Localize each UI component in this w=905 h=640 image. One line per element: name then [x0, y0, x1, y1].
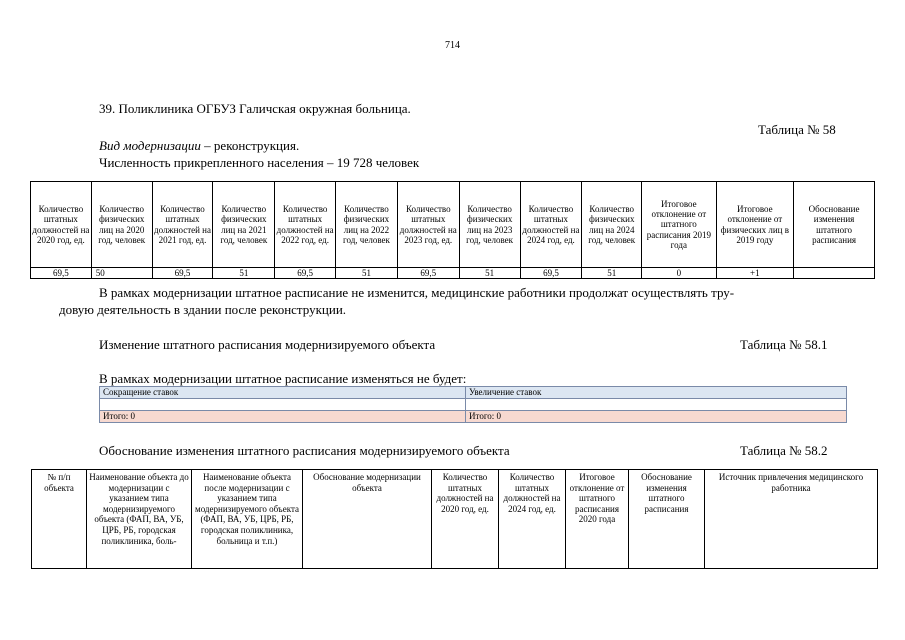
header-cell: Итоговое отклонение от штатного расписания 2020 года — [566, 470, 629, 569]
header-cell: Обоснование изменения штатного расписания — [794, 182, 875, 268]
header-cell: № п/п объекта — [32, 470, 87, 569]
section-3-title: Обоснование изменения штатного расписания модернизируемого объекта — [99, 443, 510, 458]
header-cell: Итоговое отклонение от физических лиц в 2019 году — [716, 182, 794, 268]
modernization-type — [99, 138, 299, 154]
value-cell: 69,5 — [520, 268, 582, 279]
header-cell: Количество физических лиц на 2024 год, человек — [582, 182, 642, 268]
header-cell: Наименование объекта до модернизации с указанием типа модернизируемого объекта (ФАП, ВА, УБ, ЦРБ, РБ, городская поликлиника, боль- — [87, 470, 192, 569]
modernization-label: Вид модернизации — [99, 138, 201, 153]
value-cell: 50 — [91, 268, 152, 279]
value-cell: 69,5 — [152, 268, 213, 279]
header-cell: Количество штатных должностей на 2021 год, ед. — [152, 182, 213, 268]
value-cell: 0 — [642, 268, 716, 279]
empty-cell — [466, 399, 847, 411]
paragraph-1-line-1: В рамках модернизации штатное расписание не изменится, медицинские работники продолжат осуществлять тру- — [99, 285, 735, 300]
value-cell: +1 — [716, 268, 794, 279]
header-cell: Количество штатных должностей на 2023 год, ед. — [397, 182, 459, 268]
value-cell: 69,5 — [275, 268, 336, 279]
header-cell: Обоснование изменения штатного расписания — [629, 470, 705, 569]
reduce-header: Сокращение ставок — [100, 387, 466, 399]
staff-change-table — [99, 386, 847, 423]
value-cell: 69,5 — [397, 268, 459, 279]
value-cell: 51 — [459, 268, 520, 279]
header-cell: Количество штатных должностей на 2024 год, ед. — [499, 470, 566, 569]
header-cell: Итоговое отклонение от штатного расписания 2019 года — [642, 182, 716, 268]
header-cell: Количество штатных должностей на 2022 год, ед. — [275, 182, 336, 268]
modernization-value: – реконструкция. — [200, 138, 300, 153]
population-text: Численность прикрепленного населения – 19 728 человек — [99, 155, 420, 170]
paragraph-1-line-2: довую деятельность в здании после реконструкции. — [59, 302, 347, 317]
value-cell: 51 — [213, 268, 275, 279]
increase-total: Итого: 0 — [466, 411, 847, 423]
header-cell: Количество физических лиц на 2020 год, человек — [91, 182, 152, 268]
staffing-table-58 — [30, 181, 875, 279]
header-cell: Количество штатных должностей на 2020 год, ед. — [432, 470, 499, 569]
paragraph-2: В рамках модернизации штатное расписание изменяться не будет: — [99, 371, 467, 386]
header-cell: Наименование объекта после модернизации с указанием типа модернизируемого объекта (ФАП, ВА, УБ, ЦРБ, РБ, городская поликлиника, больница и т.п.) — [192, 470, 303, 569]
reduce-total: Итого: 0 — [100, 411, 466, 423]
header-cell: Количество штатных должностей на 2020 год, ед. — [31, 182, 92, 268]
justification-table-58-2 — [31, 469, 878, 569]
increase-header: Увеличение ставок — [466, 387, 847, 399]
header-cell: Количество физических лиц на 2021 год, человек — [213, 182, 275, 268]
header-cell: Обоснование модернизации объекта — [303, 470, 432, 569]
header-cell: Количество физических лиц на 2023 год, человек — [459, 182, 520, 268]
page-number: 714 — [445, 40, 460, 51]
value-cell — [794, 268, 875, 279]
section-2-title: Изменение штатного расписания модернизируемого объекта — [99, 337, 436, 352]
value-cell: 51 — [336, 268, 398, 279]
header-cell: Количество штатных должностей на 2024 год, ед. — [520, 182, 582, 268]
value-cell: 69,5 — [31, 268, 92, 279]
empty-cell — [100, 399, 466, 411]
header-cell: Источник привлечения медицинского работника — [705, 470, 878, 569]
table-58-2-label: Таблица № 58.2 — [740, 443, 828, 458]
value-cell: 51 — [582, 268, 642, 279]
table-58-1-label: Таблица № 58.1 — [740, 337, 828, 352]
header-cell: Количество физических лиц на 2022 год, человек — [336, 182, 398, 268]
table-58-label: Таблица № 58 — [758, 122, 836, 137]
section-heading: 39. Поликлиника ОГБУЗ Галичская окружная больница. — [99, 101, 411, 116]
